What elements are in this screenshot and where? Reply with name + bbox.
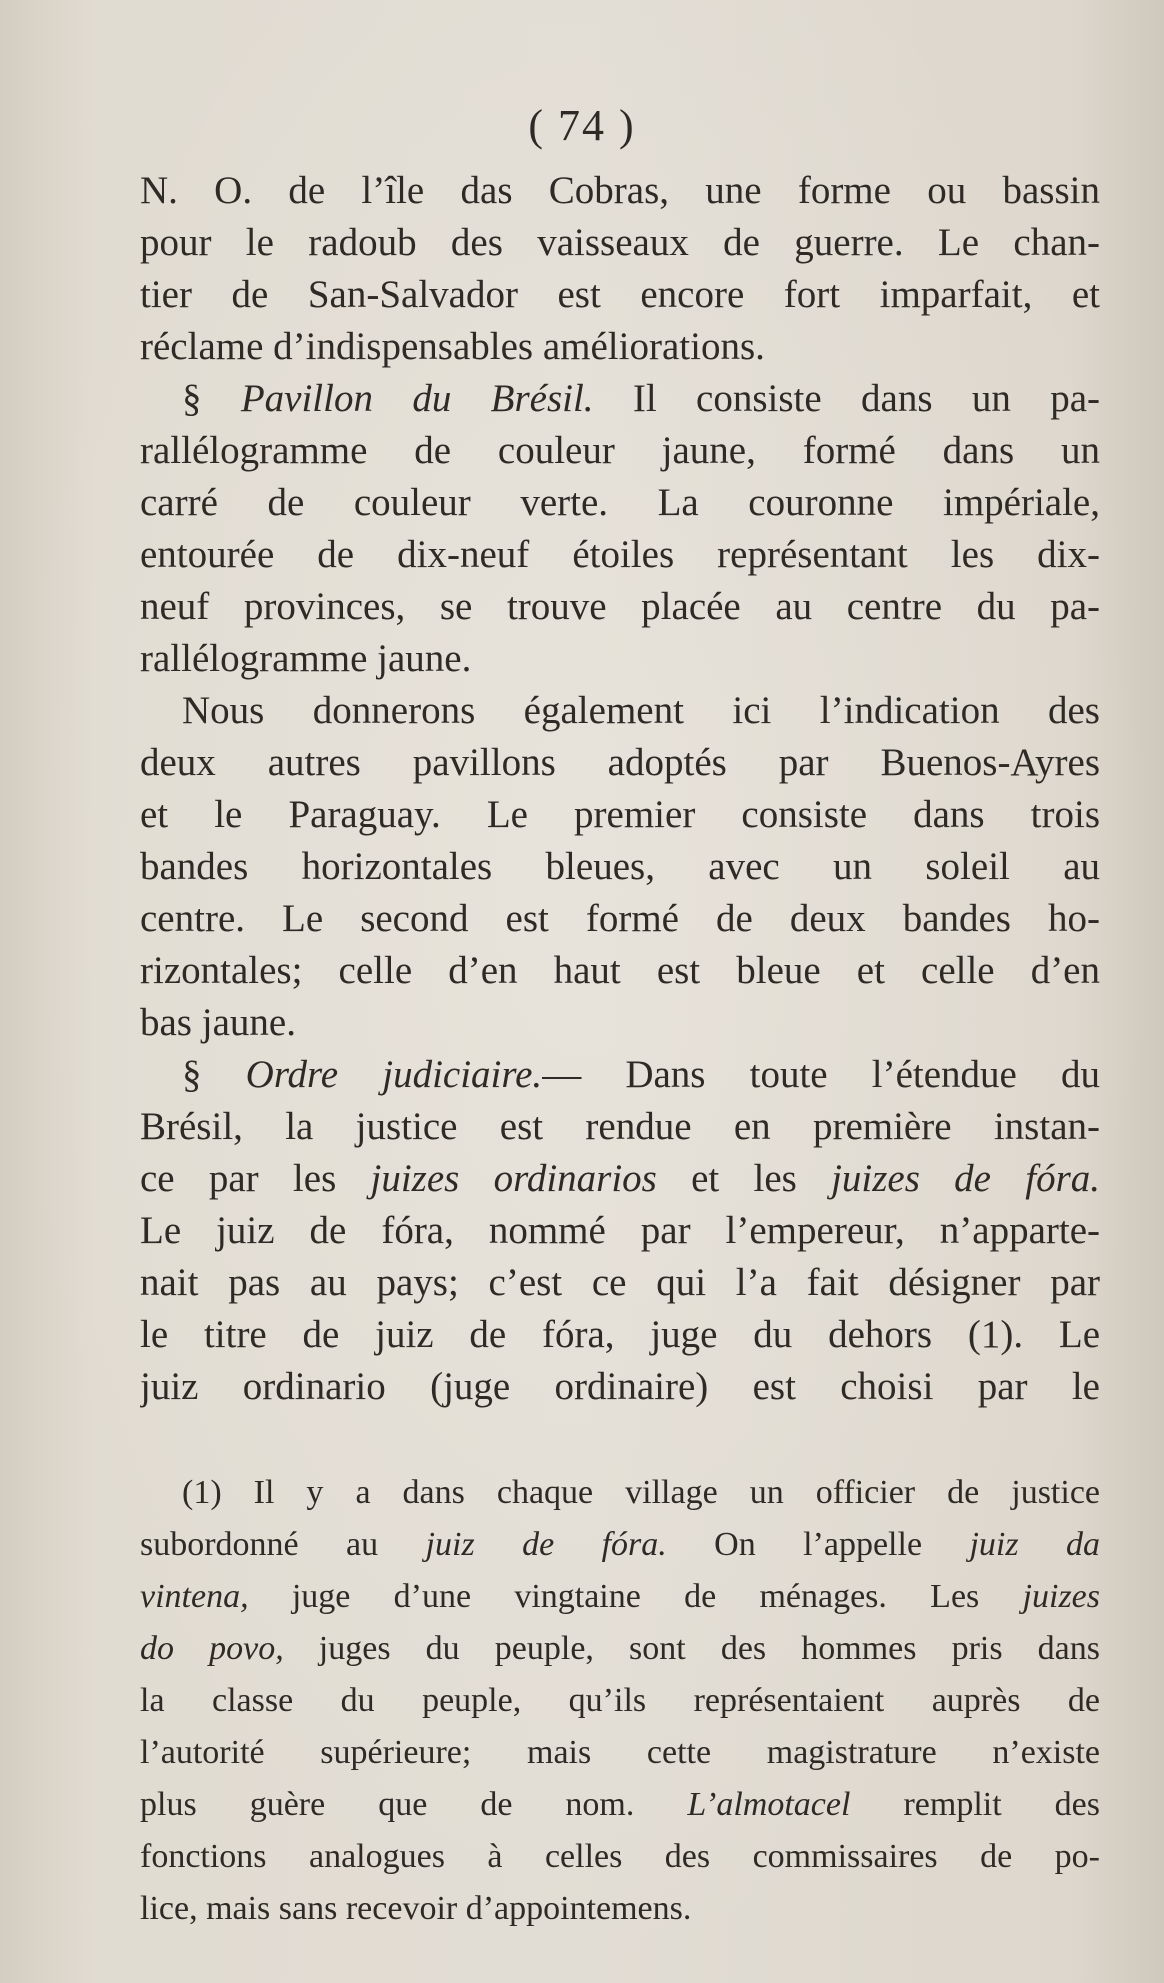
text-segment: bandes horizontales bleues, avec un soleil au [140,845,1100,888]
text-line [140,841,1100,893]
footnote-line [140,1571,1100,1623]
text-segment: l’autorité supérieure; mais cette magistrature n’existe [140,1734,1100,1771]
text-segment: remplit des [850,1786,1100,1823]
text-line [140,217,1100,269]
text-segment: nait pas au pays; c’est ce qui l’a fait désigner par [140,1261,1100,1304]
text-segment: deux autres pavillons adoptés par Buenos-Ayres [140,741,1100,784]
italic-text: juiz de fóra. [425,1526,667,1563]
text-segment: juges du peuple, sont des hommes pris dans [283,1630,1100,1667]
text-line [182,373,1100,425]
text-segment: centre. Le second est formé de deux bandes ho- [140,897,1100,940]
text-line [140,529,1100,581]
text-segment: carré de couleur verte. La couronne impériale, [140,481,1100,524]
italic-text: Ordre judiciaire. [245,1053,543,1096]
text-segment: Brésil, la justice est rendue en première instan- [140,1105,1100,1148]
text-line [140,1101,1100,1153]
italic-text: do povo, [140,1630,284,1667]
text-segment: et le Paraguay. Le premier consiste dans trois [140,793,1100,836]
text-line [140,477,1100,529]
italic-text: juizes de fóra. [831,1157,1100,1200]
italic-text: vintena, [140,1578,249,1615]
text-segment: subordonné au [140,1526,426,1563]
text-segment: ce par les [140,1157,371,1200]
text-segment: plus guère que de nom. [140,1786,688,1823]
text-line [140,165,1100,217]
text-segment: § [182,1053,246,1096]
text-segment: (1) Il y a dans chaque village un officier de justice [182,1474,1100,1511]
text-segment: la classe du peuple, qu’ils représentaient auprès de [140,1682,1100,1719]
text-segment: le titre de juiz de fóra, juge du dehors (1). Le [140,1313,1100,1356]
text-segment: § [182,377,241,420]
text-segment: N. O. de l’île das Cobras, une forme ou bassin [140,169,1100,212]
footnote-line [140,1831,1100,1883]
text-line [140,633,1100,685]
text-segment: rizontales; celle d’en haut est bleue et celle d’en [140,949,1100,992]
text-line [140,1205,1100,1257]
text-segment: réclame d’indispensables améliorations. [140,325,765,368]
footnote-line [140,1519,1100,1571]
footnote-line [140,1727,1100,1779]
text-segment: et les [656,1157,832,1200]
text-line [140,581,1100,633]
text-line [140,1309,1100,1361]
text-line [140,1361,1100,1413]
text-segment: lice, mais sans recevoir d’appointemens. [140,1890,692,1927]
text-segment: Le juiz de fóra, nommé par l’empereur, n’apparte- [140,1209,1100,1252]
text-segment: Nous donnerons également ici l’indication des [182,689,1100,732]
text-segment: rallélogramme de couleur jaune, formé dans un [140,429,1100,472]
text-line [182,1049,1100,1101]
page-number: ( 74 ) [528,101,636,150]
text-segment: — Dans toute l’étendue du [542,1053,1100,1096]
text-segment: neuf provinces, se trouve placée au centre du pa- [140,585,1100,628]
text-line [140,1257,1100,1309]
italic-text: L’almotacel [687,1786,851,1823]
text-line [140,737,1100,789]
footnote-line [140,1623,1100,1675]
italic-text: juizes [1022,1578,1100,1615]
text-line [140,321,1100,373]
text-line [140,425,1100,477]
text-segment: juiz ordinario (juge ordinaire) est choisi par le [140,1365,1100,1408]
text-line [140,945,1100,997]
italic-text: juizes ordinarios [370,1157,657,1200]
footnote-line [140,1675,1100,1727]
text-segment: fonctions analogues à celles des commissaires de po- [140,1838,1100,1875]
text-segment: entourée de dix-neuf étoiles représentant les dix- [140,533,1100,576]
text-segment: On l’appelle [666,1526,970,1563]
footnote-line [140,1779,1100,1831]
text-segment: juge d’une vingtaine de ménages. Les [248,1578,1023,1615]
text-line [140,997,1100,1049]
text-line [140,1153,1100,1205]
text-line [140,269,1100,321]
text-segment: tier de San-Salvador est encore fort imparfait, et [140,273,1100,316]
text-line [182,685,1100,737]
footnote-line [182,1467,1100,1519]
text-segment: rallélogramme jaune. [140,637,472,680]
text-segment: Il consiste dans un pa- [593,377,1100,420]
italic-text: juiz da [969,1526,1100,1563]
text-segment: pour le radoub des vaisseaux de guerre. Le chan- [140,221,1100,264]
italic-text: Pavillon du Brésil. [240,377,594,420]
text-line [140,893,1100,945]
text-segment: bas jaune. [140,1001,296,1044]
text-line [140,789,1100,841]
footnote-line [140,1883,1100,1935]
